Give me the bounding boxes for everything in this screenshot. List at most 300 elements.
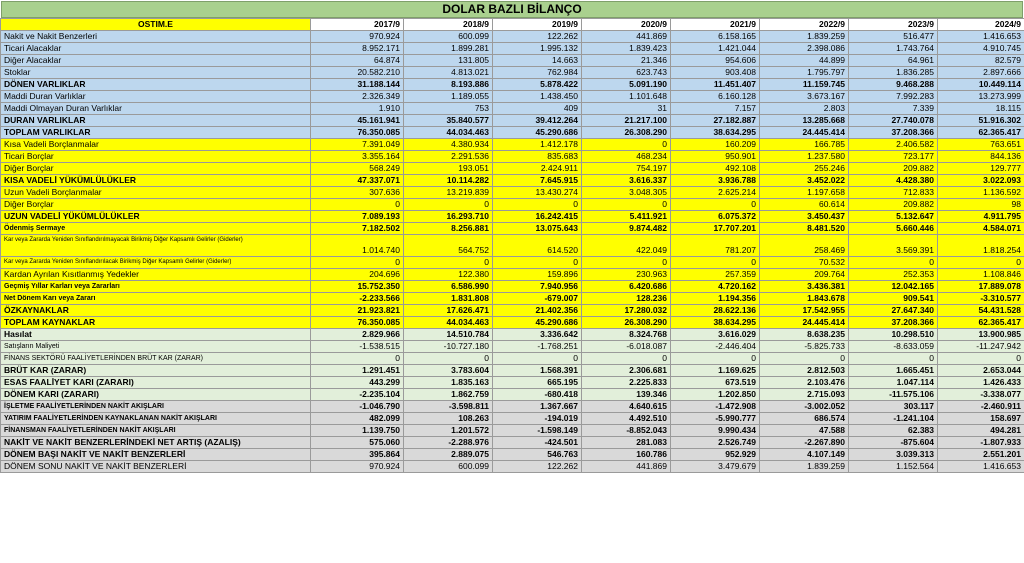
value-cell[interactable]: 1.189.055 <box>404 91 493 103</box>
value-cell[interactable]: 122.262 <box>493 31 582 43</box>
value-cell[interactable]: -8.633.059 <box>849 341 938 353</box>
value-cell[interactable]: 1.839.423 <box>582 43 671 55</box>
value-cell[interactable]: 0 <box>671 199 760 211</box>
value-cell[interactable]: 712.833 <box>849 187 938 199</box>
row-label[interactable]: DÖNEN VARLIKLAR <box>1 79 311 91</box>
value-cell[interactable]: 3.048.305 <box>582 187 671 199</box>
value-cell[interactable]: 0 <box>582 139 671 151</box>
value-cell[interactable]: 422.049 <box>582 235 671 257</box>
value-cell[interactable]: 47.337.071 <box>311 175 404 187</box>
value-cell[interactable]: 1.047.114 <box>849 377 938 389</box>
value-cell[interactable]: 482.099 <box>311 413 404 425</box>
value-cell[interactable]: 35.840.577 <box>404 115 493 127</box>
row-label[interactable]: DÖNEM KARI (ZARARI) <box>1 389 311 401</box>
year-header[interactable]: 2022/9 <box>760 19 849 31</box>
value-cell[interactable]: 3.039.313 <box>849 449 938 461</box>
row-label[interactable]: Kar veya Zararda Yeniden Sınıflandırılmayacak Birikmiş Diğer Kapsamlı Gelirler (Giderler) <box>1 235 311 257</box>
value-cell[interactable]: 568.249 <box>311 163 404 175</box>
row-label[interactable]: FİNANSMAN FAALİYETLERİNDEN NAKİT AKIŞLARI <box>1 425 311 437</box>
value-cell[interactable]: 4.107.149 <box>760 449 849 461</box>
value-cell[interactable]: 51.916.302 <box>938 115 1024 127</box>
value-cell[interactable]: 21.402.356 <box>493 305 582 317</box>
year-header[interactable]: 2020/9 <box>582 19 671 31</box>
value-cell[interactable]: 753 <box>404 103 493 115</box>
value-cell[interactable]: 4.911.795 <box>938 211 1024 223</box>
value-cell[interactable]: 0 <box>760 353 849 365</box>
value-cell[interactable]: 44.034.463 <box>404 127 493 139</box>
value-cell[interactable]: 1.818.254 <box>938 235 1024 257</box>
value-cell[interactable]: 2.406.582 <box>849 139 938 151</box>
value-cell[interactable]: 1.862.759 <box>404 389 493 401</box>
value-cell[interactable]: 0 <box>582 257 671 269</box>
value-cell[interactable]: 468.234 <box>582 151 671 163</box>
value-cell[interactable]: -680.418 <box>493 389 582 401</box>
value-cell[interactable]: 0 <box>938 353 1024 365</box>
value-cell[interactable]: 1.169.625 <box>671 365 760 377</box>
value-cell[interactable]: -424.501 <box>493 437 582 449</box>
value-cell[interactable]: 13.900.985 <box>938 329 1024 341</box>
value-cell[interactable]: 20.582.210 <box>311 67 404 79</box>
value-cell[interactable]: 2.551.201 <box>938 449 1024 461</box>
value-cell[interactable]: 2.398.086 <box>760 43 849 55</box>
value-cell[interactable]: 1.995.132 <box>493 43 582 55</box>
value-cell[interactable]: 1.665.451 <box>849 365 938 377</box>
value-cell[interactable]: 10.298.510 <box>849 329 938 341</box>
row-label[interactable]: Ticari Alacaklar <box>1 43 311 55</box>
value-cell[interactable]: 76.350.085 <box>311 127 404 139</box>
value-cell[interactable]: -2.460.911 <box>938 401 1024 413</box>
value-cell[interactable]: 8.256.881 <box>404 223 493 235</box>
value-cell[interactable]: 4.813.021 <box>404 67 493 79</box>
value-cell[interactable]: 27.182.887 <box>671 115 760 127</box>
value-cell[interactable]: 1.839.259 <box>760 461 849 473</box>
row-label[interactable]: UZUN VADELİ YÜKÜMLÜLÜKLER <box>1 211 311 223</box>
row-label[interactable]: YATIRIM FAALİYETLERİNDEN KAYNAKLANAN NAKİT AKIŞLARI <box>1 413 311 425</box>
value-cell[interactable]: 252.353 <box>849 269 938 281</box>
row-label[interactable]: TOPLAM VARLIKLAR <box>1 127 311 139</box>
value-cell[interactable]: 13.430.274 <box>493 187 582 199</box>
year-header[interactable]: 2021/9 <box>671 19 760 31</box>
value-cell[interactable]: 204.696 <box>311 269 404 281</box>
value-cell[interactable]: 37.208.366 <box>849 317 938 329</box>
value-cell[interactable]: 441.869 <box>582 31 671 43</box>
row-label[interactable]: Ticari Borçlar <box>1 151 311 163</box>
value-cell[interactable]: 160.786 <box>582 449 671 461</box>
value-cell[interactable]: 158.697 <box>938 413 1024 425</box>
value-cell[interactable]: 44.034.463 <box>404 317 493 329</box>
value-cell[interactable]: 8.952.171 <box>311 43 404 55</box>
value-cell[interactable]: 5.660.446 <box>849 223 938 235</box>
value-cell[interactable]: 7.391.049 <box>311 139 404 151</box>
value-cell[interactable]: 131.805 <box>404 55 493 67</box>
value-cell[interactable]: -679.007 <box>493 293 582 305</box>
value-cell[interactable]: 950.901 <box>671 151 760 163</box>
value-cell[interactable]: 9.990.434 <box>671 425 760 437</box>
value-cell[interactable]: 160.209 <box>671 139 760 151</box>
value-cell[interactable]: 0 <box>493 199 582 211</box>
value-cell[interactable]: 60.614 <box>760 199 849 211</box>
row-label[interactable]: Diğer Borçlar <box>1 199 311 211</box>
value-cell[interactable]: -2.446.404 <box>671 341 760 353</box>
row-label[interactable]: Stoklar <box>1 67 311 79</box>
value-cell[interactable]: 686.574 <box>760 413 849 425</box>
value-cell[interactable]: -3.002.052 <box>760 401 849 413</box>
value-cell[interactable]: 3.673.167 <box>760 91 849 103</box>
value-cell[interactable]: 193.051 <box>404 163 493 175</box>
value-cell[interactable]: 0 <box>582 353 671 365</box>
value-cell[interactable]: 12.042.165 <box>849 281 938 293</box>
row-label[interactable]: Satışların Maliyeti <box>1 341 311 353</box>
value-cell[interactable]: 2.812.503 <box>760 365 849 377</box>
value-cell[interactable]: 1.835.163 <box>404 377 493 389</box>
value-cell[interactable]: 1.899.281 <box>404 43 493 55</box>
value-cell[interactable]: 1.014.740 <box>311 235 404 257</box>
value-cell[interactable]: 2.653.044 <box>938 365 1024 377</box>
value-cell[interactable]: 970.924 <box>311 31 404 43</box>
row-label[interactable]: Maddi Duran Varlıklar <box>1 91 311 103</box>
year-header[interactable]: 2023/9 <box>849 19 938 31</box>
value-cell[interactable]: 3.355.164 <box>311 151 404 163</box>
row-label[interactable]: Ödenmiş Sermaye <box>1 223 311 235</box>
row-label[interactable]: İŞLETME FAALİYETLERİNDEN NAKİT AKIŞLARI <box>1 401 311 413</box>
value-cell[interactable]: 0 <box>938 257 1024 269</box>
value-cell[interactable]: -11.575.106 <box>849 389 938 401</box>
value-cell[interactable]: 1.416.653 <box>938 31 1024 43</box>
value-cell[interactable]: 258.469 <box>760 235 849 257</box>
row-label[interactable]: ESAS FAALİYET KARI (ZARARI) <box>1 377 311 389</box>
row-label[interactable]: Hasılat <box>1 329 311 341</box>
value-cell[interactable]: 11.159.745 <box>760 79 849 91</box>
value-cell[interactable]: 44.899 <box>760 55 849 67</box>
value-cell[interactable]: 13.075.643 <box>493 223 582 235</box>
row-label[interactable]: DÖNEM SONU NAKİT VE NAKİT BENZERLERİ <box>1 461 311 473</box>
row-label[interactable]: Nakit ve Nakit Benzerleri <box>1 31 311 43</box>
value-cell[interactable]: -1.807.933 <box>938 437 1024 449</box>
value-cell[interactable]: 4.640.615 <box>582 401 671 413</box>
value-cell[interactable]: 2.889.075 <box>404 449 493 461</box>
value-cell[interactable]: 9.468.288 <box>849 79 938 91</box>
value-cell[interactable]: 39.412.264 <box>493 115 582 127</box>
row-label[interactable]: Maddi Olmayan Duran Varlıklar <box>1 103 311 115</box>
year-header[interactable]: 2019/9 <box>493 19 582 31</box>
value-cell[interactable]: 122.380 <box>404 269 493 281</box>
value-cell[interactable]: 0 <box>582 199 671 211</box>
row-label[interactable]: Kısa Vadeli Borçlanmalar <box>1 139 311 151</box>
value-cell[interactable]: 16.242.415 <box>493 211 582 223</box>
value-cell[interactable]: 3.616.337 <box>582 175 671 187</box>
value-cell[interactable]: -875.604 <box>849 437 938 449</box>
value-cell[interactable]: -2.267.890 <box>760 437 849 449</box>
value-cell[interactable]: 26.308.290 <box>582 317 671 329</box>
value-cell[interactable]: 600.099 <box>404 461 493 473</box>
row-label[interactable]: Kar veya Zararda Yeniden Sınıflandırılacak Birikmiş Diğer Kapsamlı Gelirler (Giderler) <box>1 257 311 269</box>
value-cell[interactable]: 0 <box>404 257 493 269</box>
value-cell[interactable]: -1.598.149 <box>493 425 582 437</box>
value-cell[interactable]: 4.492.510 <box>582 413 671 425</box>
value-cell[interactable]: 1.743.764 <box>849 43 938 55</box>
row-label[interactable]: TOPLAM KAYNAKLAR <box>1 317 311 329</box>
value-cell[interactable]: 159.896 <box>493 269 582 281</box>
value-cell[interactable]: 255.246 <box>760 163 849 175</box>
value-cell[interactable]: -1.538.515 <box>311 341 404 353</box>
value-cell[interactable]: 8.324.768 <box>582 329 671 341</box>
row-label[interactable]: ÖZKAYNAKLAR <box>1 305 311 317</box>
value-cell[interactable]: 409 <box>493 103 582 115</box>
value-cell[interactable]: 5.091.190 <box>582 79 671 91</box>
value-cell[interactable]: 3.022.093 <box>938 175 1024 187</box>
value-cell[interactable]: 546.763 <box>493 449 582 461</box>
value-cell[interactable]: 26.308.290 <box>582 127 671 139</box>
value-cell[interactable]: 1.367.667 <box>493 401 582 413</box>
value-cell[interactable]: 6.075.372 <box>671 211 760 223</box>
value-cell[interactable]: 1.412.178 <box>493 139 582 151</box>
value-cell[interactable]: 31 <box>582 103 671 115</box>
value-cell[interactable]: 952.929 <box>671 449 760 461</box>
value-cell[interactable]: 4.380.934 <box>404 139 493 151</box>
value-cell[interactable]: 8.193.886 <box>404 79 493 91</box>
value-cell[interactable]: 76.350.085 <box>311 317 404 329</box>
value-cell[interactable]: 37.208.366 <box>849 127 938 139</box>
value-cell[interactable]: 14.663 <box>493 55 582 67</box>
value-cell[interactable]: 9.874.482 <box>582 223 671 235</box>
value-cell[interactable]: 7.992.283 <box>849 91 938 103</box>
value-cell[interactable]: 6.160.128 <box>671 91 760 103</box>
value-cell[interactable]: 5.411.921 <box>582 211 671 223</box>
value-cell[interactable]: 128.236 <box>582 293 671 305</box>
value-cell[interactable]: 614.520 <box>493 235 582 257</box>
value-cell[interactable]: 3.616.029 <box>671 329 760 341</box>
value-cell[interactable]: 3.450.437 <box>760 211 849 223</box>
value-cell[interactable]: 7.089.193 <box>311 211 404 223</box>
value-cell[interactable]: 303.117 <box>849 401 938 413</box>
value-cell[interactable]: 16.293.710 <box>404 211 493 223</box>
value-cell[interactable]: 21.923.821 <box>311 305 404 317</box>
value-cell[interactable]: 970.924 <box>311 461 404 473</box>
value-cell[interactable]: 1.201.572 <box>404 425 493 437</box>
value-cell[interactable]: 2.225.833 <box>582 377 671 389</box>
value-cell[interactable]: 14.510.784 <box>404 329 493 341</box>
year-header[interactable]: 2024/9 <box>938 19 1024 31</box>
value-cell[interactable]: 0 <box>404 199 493 211</box>
row-label[interactable]: Kardan Ayrılan Kısıtlanmış Yedekler <box>1 269 311 281</box>
value-cell[interactable]: 17.626.471 <box>404 305 493 317</box>
value-cell[interactable]: 122.262 <box>493 461 582 473</box>
value-cell[interactable]: 2.526.749 <box>671 437 760 449</box>
value-cell[interactable]: 575.060 <box>311 437 404 449</box>
value-cell[interactable]: -2.288.976 <box>404 437 493 449</box>
value-cell[interactable]: 64.874 <box>311 55 404 67</box>
value-cell[interactable]: 108.263 <box>404 413 493 425</box>
value-cell[interactable]: 98 <box>938 199 1024 211</box>
value-cell[interactable]: -194.019 <box>493 413 582 425</box>
value-cell[interactable]: 8.638.235 <box>760 329 849 341</box>
value-cell[interactable]: 38.634.295 <box>671 317 760 329</box>
value-cell[interactable]: 5.878.422 <box>493 79 582 91</box>
value-cell[interactable]: 21.346 <box>582 55 671 67</box>
value-cell[interactable]: 1.237.580 <box>760 151 849 163</box>
value-cell[interactable]: 4.910.745 <box>938 43 1024 55</box>
value-cell[interactable]: 4.720.162 <box>671 281 760 293</box>
value-cell[interactable]: 844.136 <box>938 151 1024 163</box>
value-cell[interactable]: 6.586.990 <box>404 281 493 293</box>
value-cell[interactable]: 2.897.666 <box>938 67 1024 79</box>
value-cell[interactable]: -1.768.251 <box>493 341 582 353</box>
value-cell[interactable]: 70.532 <box>760 257 849 269</box>
row-label[interactable]: DÖNEM BAŞI NAKİT VE NAKİT BENZERLERİ <box>1 449 311 461</box>
value-cell[interactable]: -10.727.180 <box>404 341 493 353</box>
row-label[interactable]: Geçmiş Yıllar Karları veya Zararları <box>1 281 311 293</box>
value-cell[interactable]: 623.743 <box>582 67 671 79</box>
value-cell[interactable]: 45.161.941 <box>311 115 404 127</box>
value-cell[interactable]: 494.281 <box>938 425 1024 437</box>
value-cell[interactable]: 166.785 <box>760 139 849 151</box>
value-cell[interactable]: 7.339 <box>849 103 938 115</box>
value-cell[interactable]: 17.707.201 <box>671 223 760 235</box>
value-cell[interactable]: 47.588 <box>760 425 849 437</box>
value-cell[interactable]: 762.984 <box>493 67 582 79</box>
value-cell[interactable]: 1.426.433 <box>938 377 1024 389</box>
value-cell[interactable]: 28.622.136 <box>671 305 760 317</box>
value-cell[interactable]: 1.194.356 <box>671 293 760 305</box>
value-cell[interactable]: 1.438.450 <box>493 91 582 103</box>
value-cell[interactable]: -3.310.577 <box>938 293 1024 305</box>
value-cell[interactable]: 2.715.093 <box>760 389 849 401</box>
value-cell[interactable]: 307.636 <box>311 187 404 199</box>
value-cell[interactable]: 21.217.100 <box>582 115 671 127</box>
value-cell[interactable]: 3.569.391 <box>849 235 938 257</box>
value-cell[interactable]: 2.829.966 <box>311 329 404 341</box>
value-cell[interactable]: 209.764 <box>760 269 849 281</box>
value-cell[interactable]: 2.291.536 <box>404 151 493 163</box>
value-cell[interactable]: -2.233.566 <box>311 293 404 305</box>
value-cell[interactable]: 13.285.668 <box>760 115 849 127</box>
value-cell[interactable]: 1.843.678 <box>760 293 849 305</box>
value-cell[interactable]: 3.783.604 <box>404 365 493 377</box>
value-cell[interactable]: 6.158.165 <box>671 31 760 43</box>
value-cell[interactable]: 0 <box>849 353 938 365</box>
value-cell[interactable]: 395.864 <box>311 449 404 461</box>
value-cell[interactable]: -5.825.733 <box>760 341 849 353</box>
value-cell[interactable]: 15.752.350 <box>311 281 404 293</box>
value-cell[interactable]: 0 <box>671 353 760 365</box>
value-cell[interactable]: -2.235.104 <box>311 389 404 401</box>
value-cell[interactable]: 1.836.285 <box>849 67 938 79</box>
value-cell[interactable]: 6.420.686 <box>582 281 671 293</box>
value-cell[interactable]: 2.803 <box>760 103 849 115</box>
row-label[interactable]: Diğer Alacaklar <box>1 55 311 67</box>
value-cell[interactable]: 82.579 <box>938 55 1024 67</box>
value-cell[interactable]: 45.290.686 <box>493 127 582 139</box>
value-cell[interactable]: 0 <box>493 257 582 269</box>
value-cell[interactable]: 1.136.592 <box>938 187 1024 199</box>
value-cell[interactable]: 723.177 <box>849 151 938 163</box>
value-cell[interactable]: 2.625.214 <box>671 187 760 199</box>
value-cell[interactable]: 1.197.658 <box>760 187 849 199</box>
value-cell[interactable]: 129.777 <box>938 163 1024 175</box>
value-cell[interactable]: 1.416.653 <box>938 461 1024 473</box>
value-cell[interactable]: 11.451.407 <box>671 79 760 91</box>
value-cell[interactable]: 7.157 <box>671 103 760 115</box>
value-cell[interactable]: -3.598.811 <box>404 401 493 413</box>
value-cell[interactable]: 45.290.686 <box>493 317 582 329</box>
value-cell[interactable]: 0 <box>404 353 493 365</box>
value-cell[interactable]: 5.132.647 <box>849 211 938 223</box>
value-cell[interactable]: 1.421.044 <box>671 43 760 55</box>
value-cell[interactable]: -8.852.043 <box>582 425 671 437</box>
value-cell[interactable]: 781.207 <box>671 235 760 257</box>
value-cell[interactable]: 139.346 <box>582 389 671 401</box>
row-label[interactable]: Net Dönem Karı veya Zararı <box>1 293 311 305</box>
value-cell[interactable]: 27.740.078 <box>849 115 938 127</box>
value-cell[interactable]: 1.291.451 <box>311 365 404 377</box>
ticker-cell[interactable]: OSTIM.E <box>1 19 311 31</box>
row-label[interactable]: FİNANS SEKTÖRÜ FAALİYETLERİNDEN BRÜT KAR (ZARAR) <box>1 353 311 365</box>
value-cell[interactable]: 1.202.850 <box>671 389 760 401</box>
value-cell[interactable]: 8.481.520 <box>760 223 849 235</box>
value-cell[interactable]: 209.882 <box>849 163 938 175</box>
value-cell[interactable]: 673.519 <box>671 377 760 389</box>
value-cell[interactable]: 3.452.022 <box>760 175 849 187</box>
value-cell[interactable]: -1.472.908 <box>671 401 760 413</box>
value-cell[interactable]: 209.882 <box>849 199 938 211</box>
value-cell[interactable]: -3.338.077 <box>938 389 1024 401</box>
value-cell[interactable]: 0 <box>493 353 582 365</box>
row-label[interactable]: BRÜT KAR (ZARAR) <box>1 365 311 377</box>
value-cell[interactable]: 0 <box>671 257 760 269</box>
row-label[interactable]: Diğer Borçlar <box>1 163 311 175</box>
row-label[interactable]: DURAN VARLIKLAR <box>1 115 311 127</box>
value-cell[interactable]: 2.326.349 <box>311 91 404 103</box>
value-cell[interactable]: 3.936.788 <box>671 175 760 187</box>
value-cell[interactable]: 62.365.417 <box>938 317 1024 329</box>
year-header[interactable]: 2018/9 <box>404 19 493 31</box>
value-cell[interactable]: 492.108 <box>671 163 760 175</box>
value-cell[interactable]: 835.683 <box>493 151 582 163</box>
value-cell[interactable]: 0 <box>311 353 404 365</box>
value-cell[interactable]: 0 <box>311 257 404 269</box>
value-cell[interactable]: -1.046.790 <box>311 401 404 413</box>
value-cell[interactable]: -6.018.087 <box>582 341 671 353</box>
value-cell[interactable]: 441.869 <box>582 461 671 473</box>
value-cell[interactable]: 7.645.915 <box>493 175 582 187</box>
value-cell[interactable]: 62.383 <box>849 425 938 437</box>
value-cell[interactable]: 17.542.955 <box>760 305 849 317</box>
value-cell[interactable]: 2.424.911 <box>493 163 582 175</box>
value-cell[interactable]: 1.910 <box>311 103 404 115</box>
value-cell[interactable]: 3.479.679 <box>671 461 760 473</box>
row-label[interactable]: NAKİT VE NAKİT BENZERLERİNDEKİ NET ARTIŞ (AZALIŞ) <box>1 437 311 449</box>
year-header[interactable]: 2017/9 <box>311 19 404 31</box>
row-label[interactable]: Uzun Vadeli Borçlanmalar <box>1 187 311 199</box>
row-label[interactable]: KISA VADELİ YÜKÜMLÜLÜKLER <box>1 175 311 187</box>
value-cell[interactable]: 31.188.144 <box>311 79 404 91</box>
value-cell[interactable]: 62.365.417 <box>938 127 1024 139</box>
value-cell[interactable]: 3.436.381 <box>760 281 849 293</box>
value-cell[interactable]: 1.108.846 <box>938 269 1024 281</box>
value-cell[interactable]: 2.103.476 <box>760 377 849 389</box>
value-cell[interactable]: 54.431.528 <box>938 305 1024 317</box>
value-cell[interactable]: 281.083 <box>582 437 671 449</box>
value-cell[interactable]: 763.651 <box>938 139 1024 151</box>
value-cell[interactable]: 4.428.380 <box>849 175 938 187</box>
value-cell[interactable]: 17.280.032 <box>582 305 671 317</box>
value-cell[interactable]: 1.101.648 <box>582 91 671 103</box>
value-cell[interactable]: -1.241.104 <box>849 413 938 425</box>
value-cell[interactable]: 954.606 <box>671 55 760 67</box>
value-cell[interactable]: 10.114.282 <box>404 175 493 187</box>
value-cell[interactable]: 4.584.071 <box>938 223 1024 235</box>
value-cell[interactable]: 909.541 <box>849 293 938 305</box>
